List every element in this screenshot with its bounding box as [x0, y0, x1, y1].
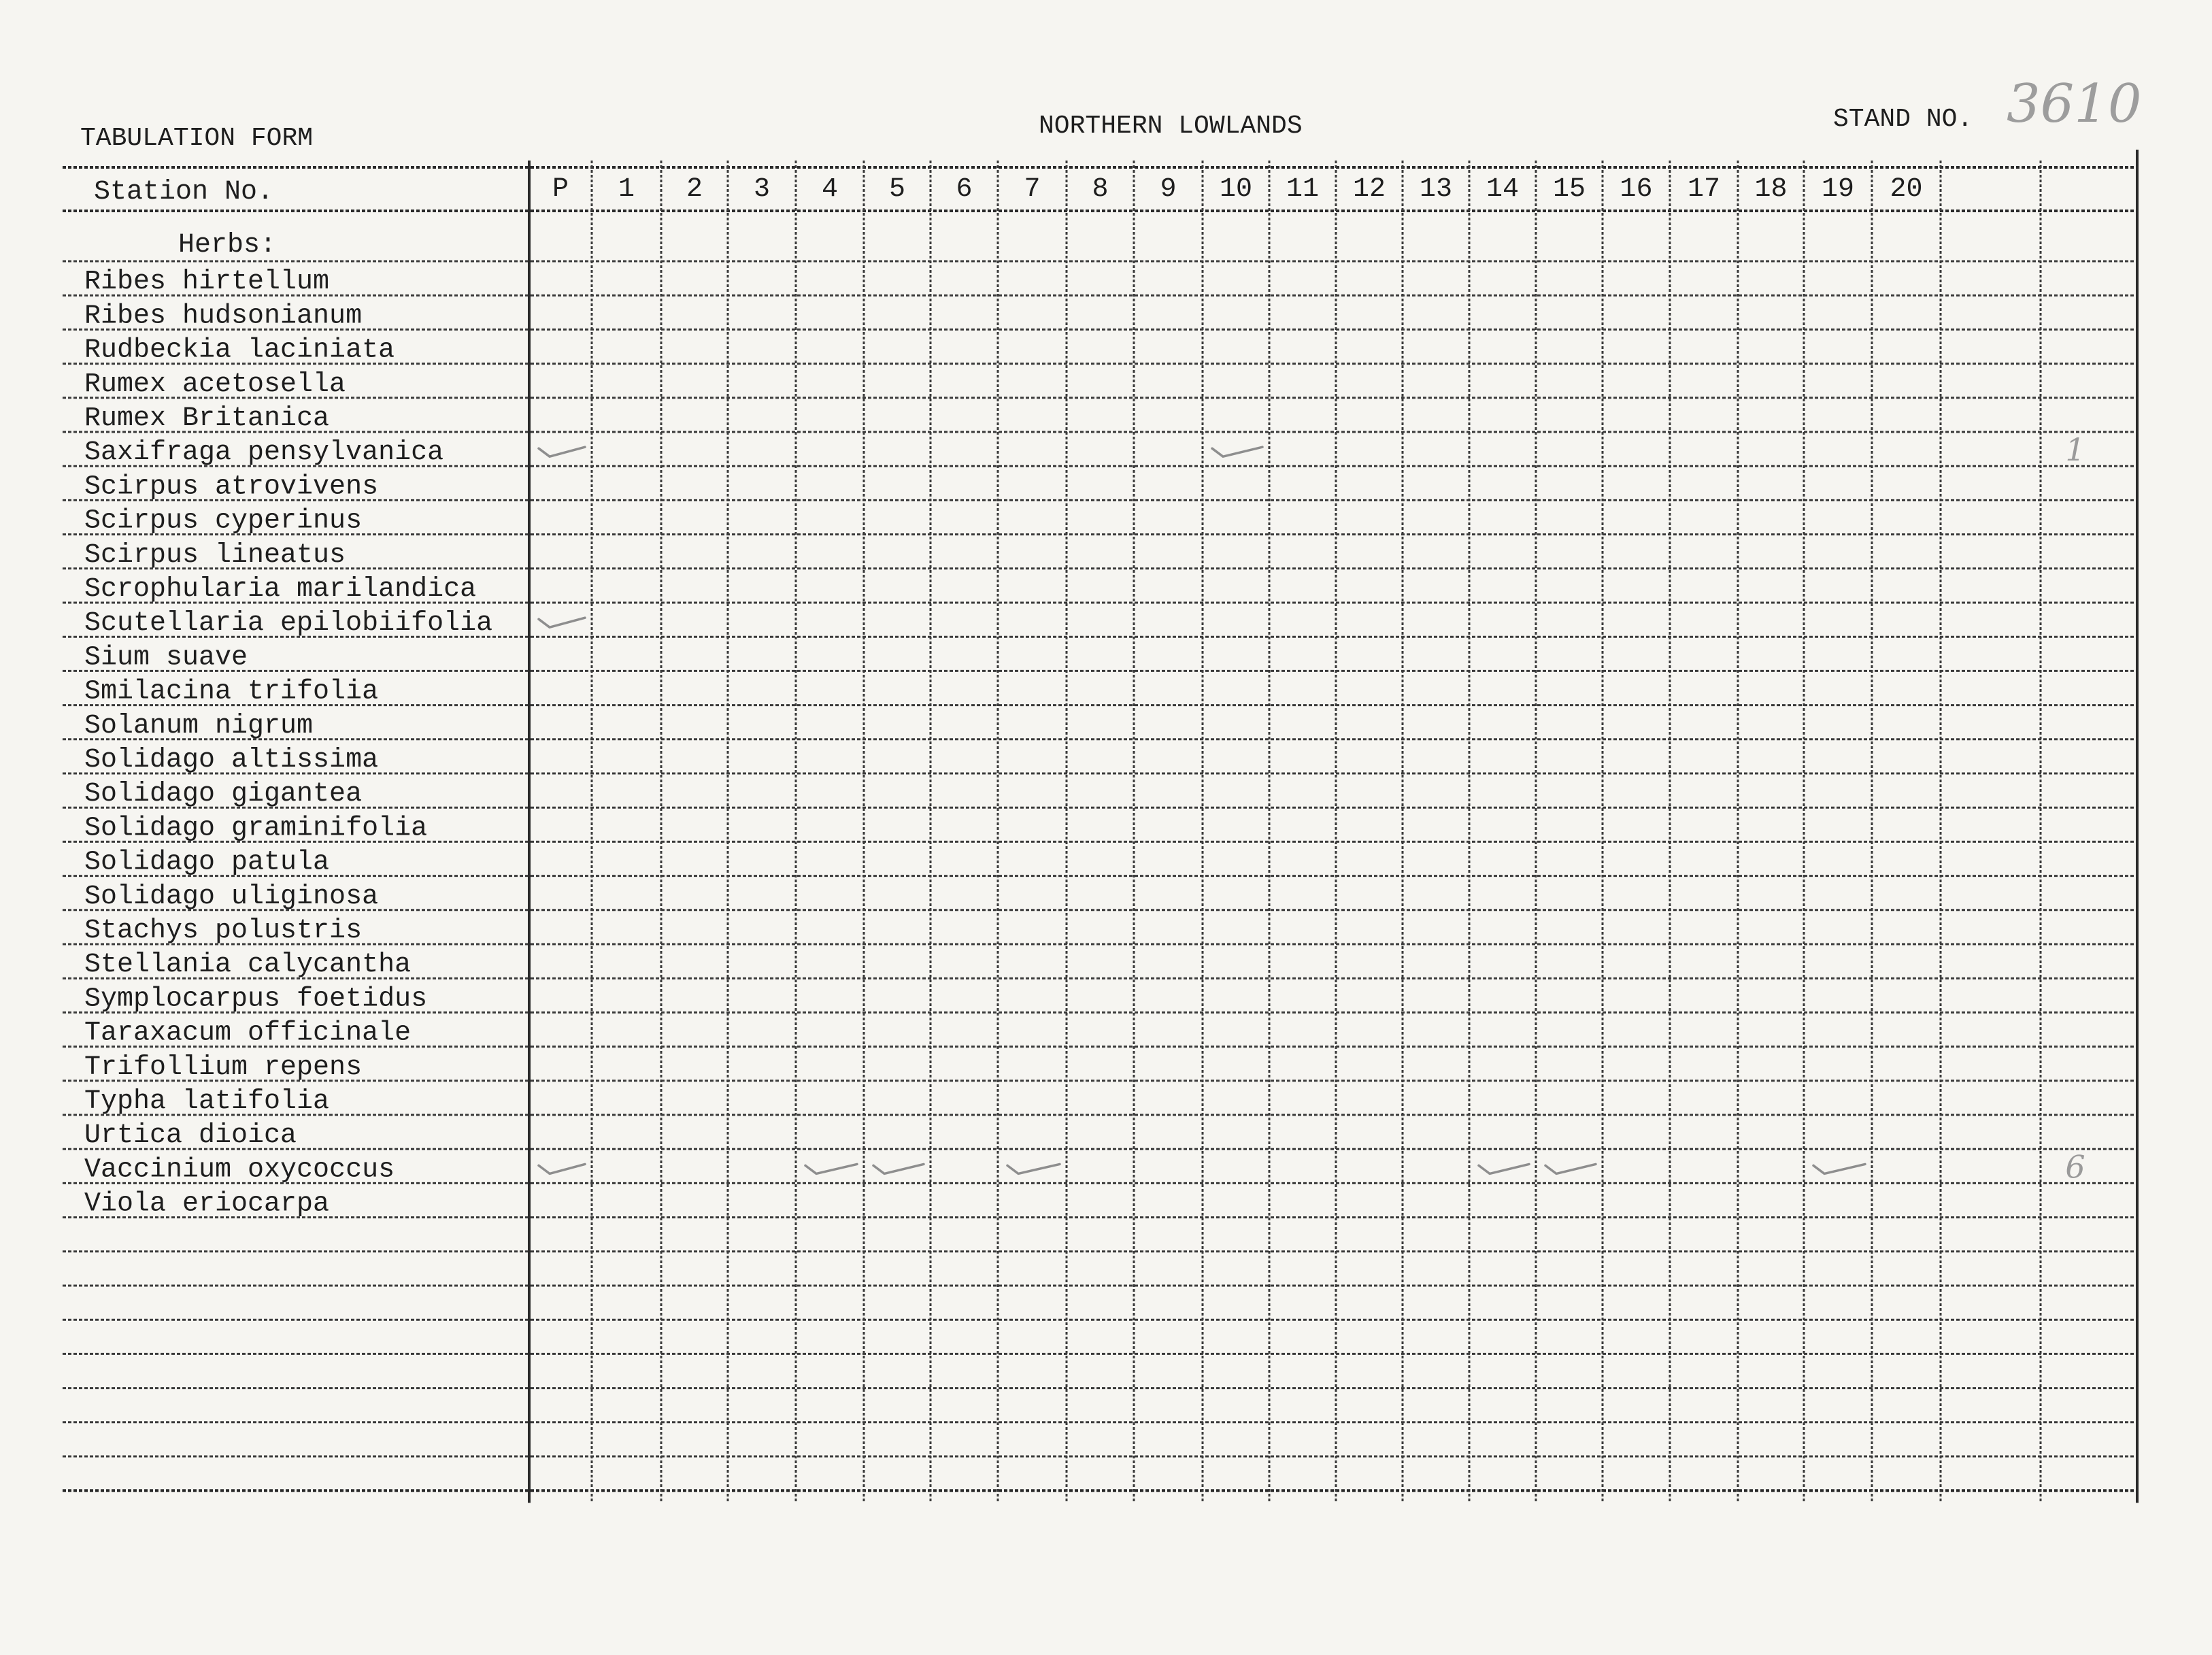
column-header-10: 10 [1219, 174, 1253, 205]
column-header-17: 17 [1687, 174, 1721, 205]
species-name: Trifollium repens [84, 1052, 363, 1083]
check-mark [1479, 1164, 1529, 1173]
column-header-11: 11 [1286, 174, 1320, 205]
species-name: Stachys polustris [84, 916, 363, 946]
check-mark [539, 1164, 585, 1173]
check-mark [1813, 1164, 1865, 1173]
column-header-7: 7 [1024, 174, 1041, 205]
species-name: Solidago graminifolia [84, 813, 428, 844]
species-name: Rumex Britanica [84, 403, 330, 434]
column-header-3: 3 [753, 174, 771, 205]
species-name: Solidago gigantea [84, 779, 363, 810]
column-header-16: 16 [1620, 174, 1653, 205]
species-name: Rumex acetosella [84, 369, 346, 400]
species-name: Rudbeckia laciniata [84, 335, 395, 366]
column-header-6: 6 [956, 174, 973, 205]
column-header-13: 13 [1419, 174, 1453, 205]
column-header-9: 9 [1160, 174, 1177, 205]
species-name: Scutellaria epilobiifolia [84, 608, 493, 639]
species-name: Scrophularia marilandica [84, 574, 477, 605]
species-name: Stellania calycantha [84, 950, 412, 981]
column-headers [552, 174, 1923, 205]
region-title: NORTHERN LOWLANDS [1039, 112, 1303, 141]
column-header-4: 4 [821, 174, 839, 205]
species-name: Solanum nigrum [84, 710, 314, 741]
check-mark [1007, 1164, 1060, 1173]
species-name: Taraxacum officinale [84, 1018, 412, 1049]
station-number-label: Station No. [94, 177, 274, 207]
species-name: Viola eriocarpa [84, 1188, 330, 1220]
herbs-section-label: Herbs: [178, 230, 277, 261]
species-name: Saxifraga pensylvanica [84, 437, 444, 469]
row-total: 6 [2065, 1148, 2085, 1186]
species-name: Solidago altissima [84, 745, 379, 775]
check-mark [805, 1164, 857, 1173]
species-name: Ribes hirtellum [84, 267, 330, 298]
species-name: Solidago patula [84, 847, 330, 878]
column-header-2: 2 [686, 174, 703, 205]
species-name: Scirpus lineatus [84, 539, 346, 571]
species-name: Solidago uliginosa [84, 881, 379, 912]
species-name: Symplocarpus foetidus [84, 984, 428, 1015]
stand-number-value: 3610 [2007, 73, 2142, 135]
column-header-P: P [552, 174, 569, 205]
stand-number-label: STAND NO. [1833, 105, 1973, 134]
column-header-1: 1 [618, 174, 635, 205]
column-header-15: 15 [1552, 174, 1586, 205]
check-mark [1545, 1164, 1596, 1173]
check-mark [539, 447, 585, 456]
row-total: 1 [2065, 431, 2085, 469]
species-name: Ribes hudsonianum [84, 301, 363, 332]
column-header-8: 8 [1092, 174, 1109, 205]
column-header-20: 20 [1890, 174, 1923, 205]
check-mark [1212, 447, 1262, 456]
column-header-19: 19 [1821, 174, 1855, 205]
species-name: Typha latifolia [84, 1086, 330, 1117]
species-name: Scirpus atrovivens [84, 471, 379, 503]
column-header-5: 5 [888, 174, 906, 205]
check-mark [873, 1164, 924, 1173]
column-header-12: 12 [1352, 174, 1386, 205]
species-name: Sium suave [84, 642, 248, 673]
species-name: Scirpus cyperinus [84, 505, 363, 537]
check-mark [539, 618, 585, 627]
column-header-18: 18 [1754, 174, 1788, 205]
form-title: TABULATION FORM [80, 124, 314, 153]
species-name: Urtica dioica [84, 1120, 297, 1152]
species-name: Smilacina trifolia [84, 676, 379, 707]
column-header-14: 14 [1486, 174, 1520, 205]
species-list [84, 267, 492, 1219]
species-name: Vaccinium oxycoccus [84, 1154, 395, 1186]
